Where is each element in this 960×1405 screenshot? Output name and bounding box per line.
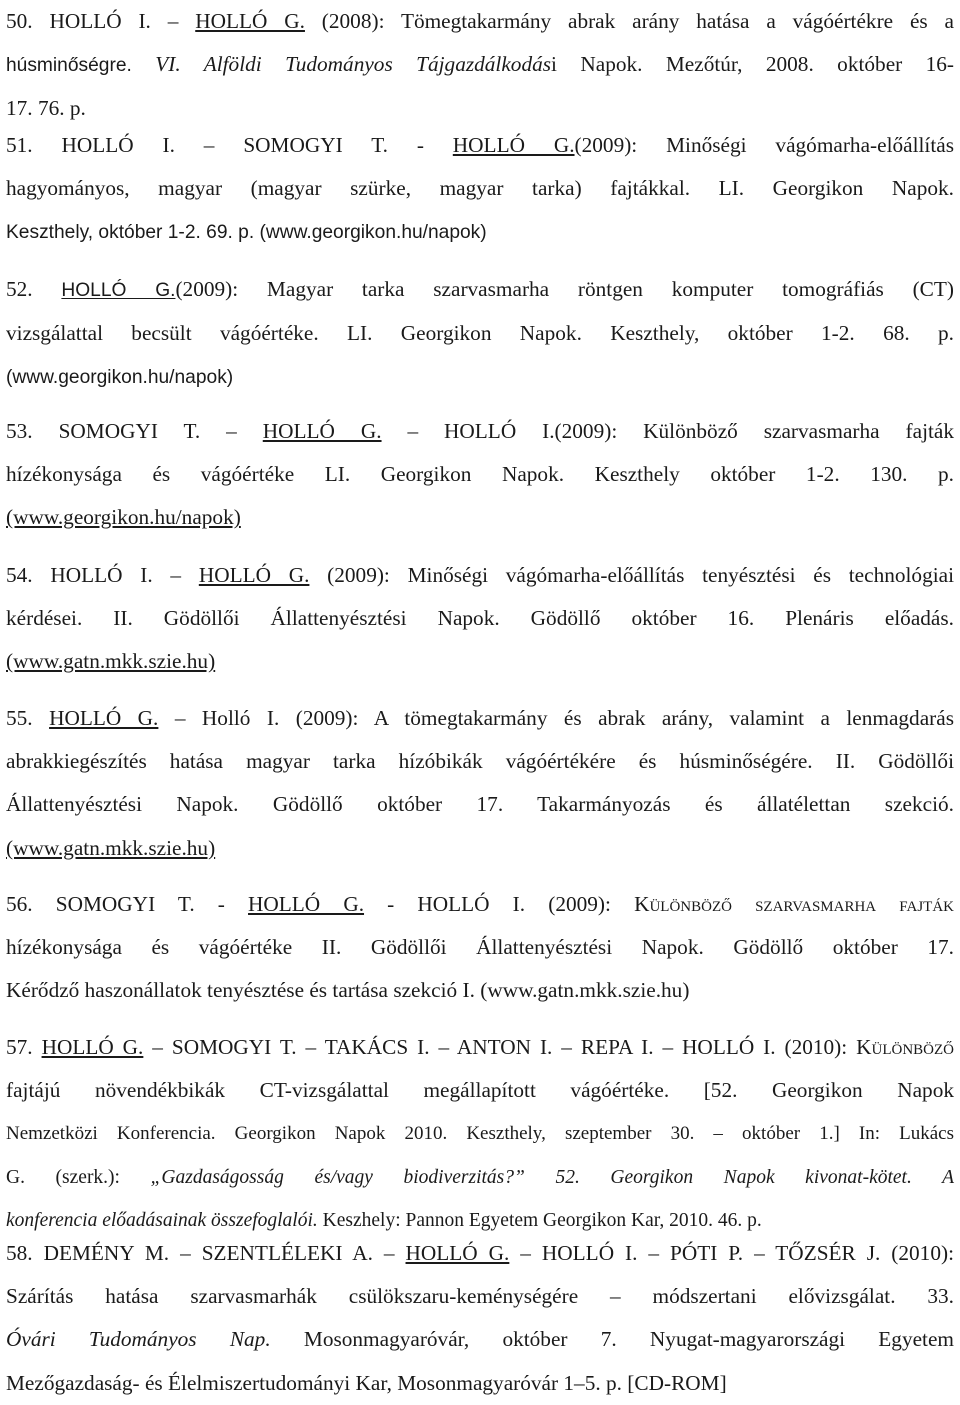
reference-text: G. (szerk.): [6, 1166, 151, 1188]
reference-text: Mosonmagyaróvár, október 7. Nyugat-magyarországi Egyetem [270, 1327, 954, 1352]
reference-entry-53 [6, 410, 954, 540]
reference-line [6, 969, 954, 1012]
reference-line [6, 268, 954, 312]
reference-number: 58. [6, 1241, 33, 1265]
author-highlighted: HOLLÓ G. [41, 1035, 144, 1059]
reference-number: 51. [6, 133, 33, 157]
reference-line [6, 827, 954, 870]
reference-line [6, 410, 954, 453]
author-highlighted: HOLLÓ G. [49, 706, 159, 730]
reference-line [6, 640, 954, 683]
reference-text: (2008): Tömegtakarmány abrak arány hatása a vágóértékre és a [304, 9, 955, 33]
reference-line [6, 1026, 954, 1069]
reference-text: – SOMOGYI T. – TAKÁCS I. – ANTON I. – REPA I. – HOLLÓ I. (2010): Különböző [143, 1035, 954, 1059]
author-highlighted: HOLLÓ G. [195, 9, 305, 33]
reference-line [6, 554, 954, 597]
reference-line [6, 1232, 954, 1275]
reference-text: abrakkiegészítés hatása magyar tarka hízóbikák vágóértékére és húsminőségére. II. Gödöllői [6, 749, 954, 774]
reference-entry-56 [6, 883, 954, 1013]
reference-text: – Holló I. (2009): A tömegtakarmány és abrak arány, valamint a lenmagdarás [158, 706, 954, 730]
reference-text: Szárítás hatása szarvasmarhák csülökszaru-keménységére – módszertani elővizsgálat. 33. [6, 1284, 954, 1309]
reference-text: – HOLLÓ I. – PÓTI P. – TŐZSÉR J. (2010): [509, 1241, 954, 1265]
author-highlighted: HOLLÓ G. [405, 1241, 510, 1265]
reference-line [6, 740, 954, 783]
reference-number: 54. [6, 563, 33, 587]
reference-line [6, 883, 954, 926]
reference-text: hízékonysága és vágóértéke II. Gödöllői Állattenyésztési Napok. Gödöllő október 17. [6, 935, 954, 960]
reference-line [6, 926, 954, 969]
reference-entry-51 [6, 124, 954, 255]
reference-line [6, 1275, 954, 1318]
author-highlighted: HOLLÓ G. [248, 892, 365, 916]
reference-entry-55 [6, 697, 954, 870]
reference-number: 52. [6, 277, 33, 301]
reference-entry-52 [6, 268, 954, 400]
reference-number: 56. [6, 892, 33, 916]
reference-line [6, 453, 954, 496]
reference-link[interactable]: (www.gatn.mkk.szie.hu) [6, 835, 216, 860]
reference-line [6, 167, 954, 210]
reference-line [6, 1112, 954, 1155]
reference-text: kérdései. II. Gödöllői Állattenyésztési Napok. Gödöllő október 16. Plenáris előadás. [6, 606, 954, 631]
author: HOLLÓ I. – [49, 9, 196, 33]
reference-text: húsminőségre. [6, 55, 156, 77]
reference-line [6, 783, 954, 826]
event-title: VI. Alföldi Tudományos Tájgazdálkodás [155, 52, 552, 77]
reference-line [6, 496, 954, 539]
reference-text: - HOLLÓ I. (2009): Különböző szarvasmarha fajták [364, 892, 954, 916]
author: HOLLÓ I. – [50, 563, 199, 587]
reference-number: 53. [6, 419, 33, 443]
reference-text: Állattenyésztési Napok. Gödöllő október 17. Takarmányozás és állatélettan szekció. [6, 792, 954, 817]
reference-text: (www.georgikon.hu/napok) [6, 367, 234, 389]
reference-text: vizsgálattal becsült vágóértéke. LI. Georgikon Napok. Keszthely, október 1-2. 68. p. [6, 321, 954, 346]
reference-text: Kérődző haszonállatok tenyésztése és tartása szekció I. (www.gatn.mkk.szie.hu) [6, 978, 690, 1003]
reference-line [6, 210, 954, 254]
reference-line [6, 355, 954, 399]
reference-text: 17. 76. p. [6, 96, 86, 121]
reference-text: hagyományos, magyar (magyar szürke, magyar tarka) fajtákkal. LI. Georgikon Napok. [6, 176, 954, 201]
reference-line [6, 43, 954, 87]
reference-line [6, 0, 954, 43]
reference-line [6, 597, 954, 640]
reference-entry-54 [6, 554, 954, 684]
reference-line [6, 312, 954, 355]
event-title: Óvári Tudományos Nap. [6, 1327, 271, 1352]
reference-text: hízékonysága és vágóértéke LI. Georgikon Napok. Keszthely október 1-2. 130. p. [6, 462, 954, 487]
author-highlighted: HOLLÓ G. [262, 419, 382, 443]
author: DEMÉNY M. – SZENTLÉLEKI A. – [43, 1241, 406, 1265]
author: SOMOGYI T. - [55, 892, 249, 916]
reference-text: (2009): Magyar tarka szarvasmarha röntgen komputer tomográfiás (CT) [175, 277, 954, 301]
author-highlighted: HOLLÓ G. [61, 280, 176, 301]
reference-line [6, 1362, 954, 1405]
reference-line [6, 124, 954, 167]
author-highlighted: HOLLÓ G. [452, 133, 575, 157]
reference-number: 50. [6, 9, 33, 33]
reference-number: 57. [6, 1035, 33, 1059]
reference-text: fajtájú növendékbikák CT-vizsgálattal megállapított vágóértéke. [52. Georgikon Napok [6, 1078, 954, 1103]
reference-text: – HOLLÓ I.(2009): Különböző szarvasmarha fajták [381, 419, 955, 443]
book-title: „Gazdaságosság és/vagy biodiverzitás?” 52. Georgikon Napok kivonat-kötet. A [150, 1166, 954, 1188]
book-title: konferencia előadásainak összefoglalói. [6, 1209, 318, 1231]
reference-text: (2009): Minőségi vágómarha-előállítás [574, 133, 954, 157]
reference-line [6, 697, 954, 740]
reference-line [6, 1156, 954, 1199]
reference-text: Keszthely, október 1-2. 69. p. (www.georgikon.hu/napok) [6, 222, 487, 244]
reference-line [6, 1069, 954, 1112]
author: SOMOGYI T. – [58, 419, 263, 443]
reference-line [6, 1318, 954, 1361]
reference-text: Keszhely: Pannon Egyetem Georgikon Kar, 2010. 46. p. [317, 1209, 762, 1231]
reference-entry-57 [6, 1026, 954, 1242]
reference-entry-58 [6, 1232, 954, 1405]
reference-text: i Napok. Mezőtúr, 2008. október 16- [551, 52, 955, 77]
reference-text: Nemzetközi Konferencia. Georgikon Napok 2010. Keszthely, szeptember 30. – október 1.] In: Lukács [6, 1123, 954, 1145]
reference-link[interactable]: (www.georgikon.hu/napok) [6, 505, 241, 530]
reference-text: Mezőgazdaság- és Élelmiszertudományi Kar, Mosonmagyaróvár 1–5. p. [CD-ROM] [6, 1370, 727, 1395]
reference-link[interactable]: (www.gatn.mkk.szie.hu) [6, 649, 216, 674]
author: HOLLÓ I. – SOMOGYI T. - [61, 133, 453, 157]
reference-text: (2009): Minőségi vágómarha-előállítás tenyésztési és technológiai [309, 563, 955, 587]
author-highlighted: HOLLÓ G. [198, 563, 310, 587]
reference-number: 55. [6, 706, 33, 730]
reference-entry-50 [6, 0, 954, 131]
